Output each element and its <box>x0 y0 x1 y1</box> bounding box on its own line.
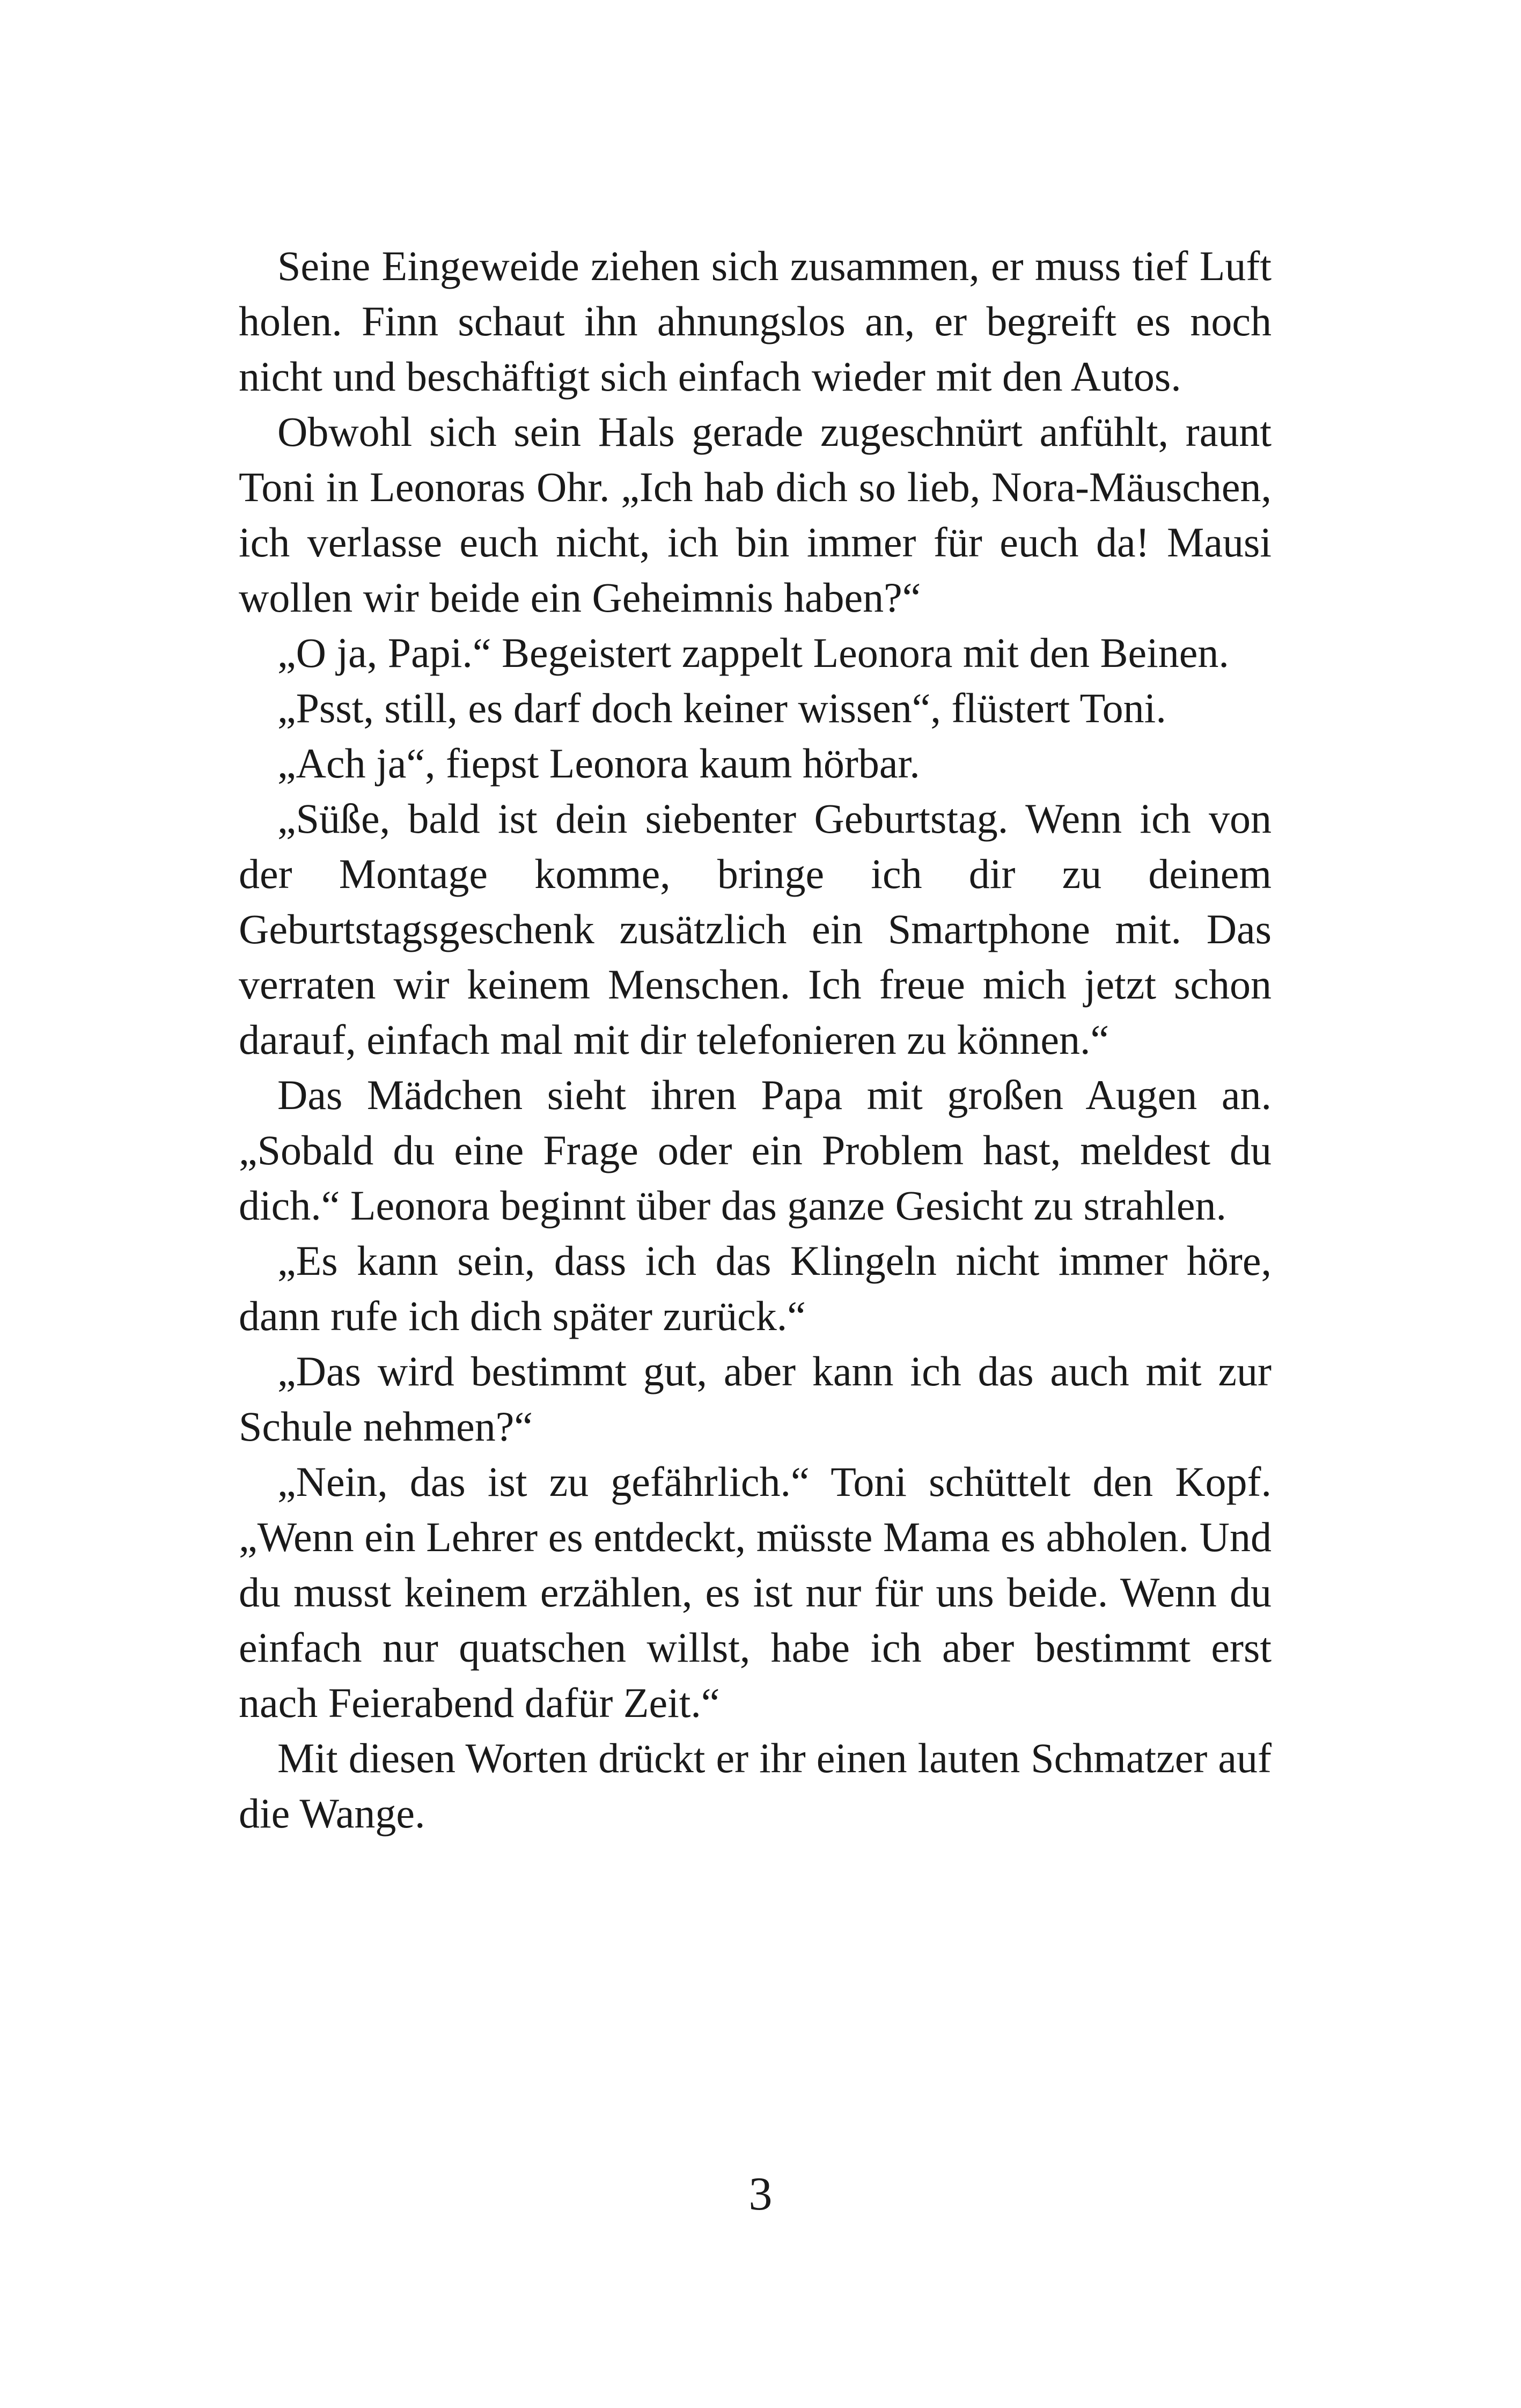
paragraph-11: Mit diesen Worten drückt er ihr einen lauten Schmatzer auf die Wange. <box>239 1735 1272 1837</box>
paragraph-8: „Es kann sein, dass ich das Klingeln nicht immer höre, dann rufe ich dich später zurück.“ <box>239 1237 1272 1339</box>
paragraph-4: „Psst, still, es darf doch keiner wissen“, flüstert Toni. <box>277 685 1166 731</box>
body-text <box>239 238 1272 1841</box>
paragraph-10: „Nein, das ist zu gefährlich.“ Toni schüttelt den Kopf. „Wenn ein Lehrer es entdeckt, müsste Mama es abholen. Und du musst keinem erzählen, es ist nur für uns beide. Wenn du einfach nur quatschen willst, habe ich aber bestimmt erst nach Feierabend dafür Zeit.“ <box>239 1458 1272 1726</box>
paragraph-1: Seine Eingeweide ziehen sich zusammen, er muss tief Luft holen. Finn schaut ihn ahnungslos an, er begreift es noch nicht und beschäftigt sich einfach wieder mit den Autos. <box>239 243 1272 400</box>
paragraph-7: Das Mädchen sieht ihren Papa mit großen Augen an. „Sobald du eine Frage oder ein Problem hast, meldest du dich.“ Leonora beginnt über das ganze Gesicht zu strahlen. <box>239 1071 1272 1229</box>
paragraph-3: „O ja, Papi.“ Begeistert zappelt Leonora mit den Beinen. <box>277 629 1229 676</box>
paragraph-2: Obwohl sich sein Hals gerade zugeschnürt anfühlt, raunt Toni in Leonoras Ohr. „Ich hab dich so lieb, Nora-Mäuschen, ich verlasse euch nicht, ich bin immer für euch da! Mausi wollen wir beide ein Geheimnis haben?“ <box>239 408 1272 621</box>
page-number: 3 <box>748 2168 773 2220</box>
paragraph-6: „Süße, bald ist dein siebenter Geburtstag. Wenn ich von der Montage komme, bringe ich dir zu deinem Geburtstagsgeschenk zusätzlich ein Smartphone mit. Das verraten wir keinem Menschen. Ich freue mich jetzt schon darauf, einfach mal mit dir telefonieren zu können.“ <box>239 795 1272 1063</box>
paragraph-5: „Ach ja“, fiepst Leonora kaum hörbar. <box>277 740 920 787</box>
paragraph-9: „Das wird bestimmt gut, aber kann ich das auch mit zur Schule nehmen?“ <box>239 1348 1272 1450</box>
